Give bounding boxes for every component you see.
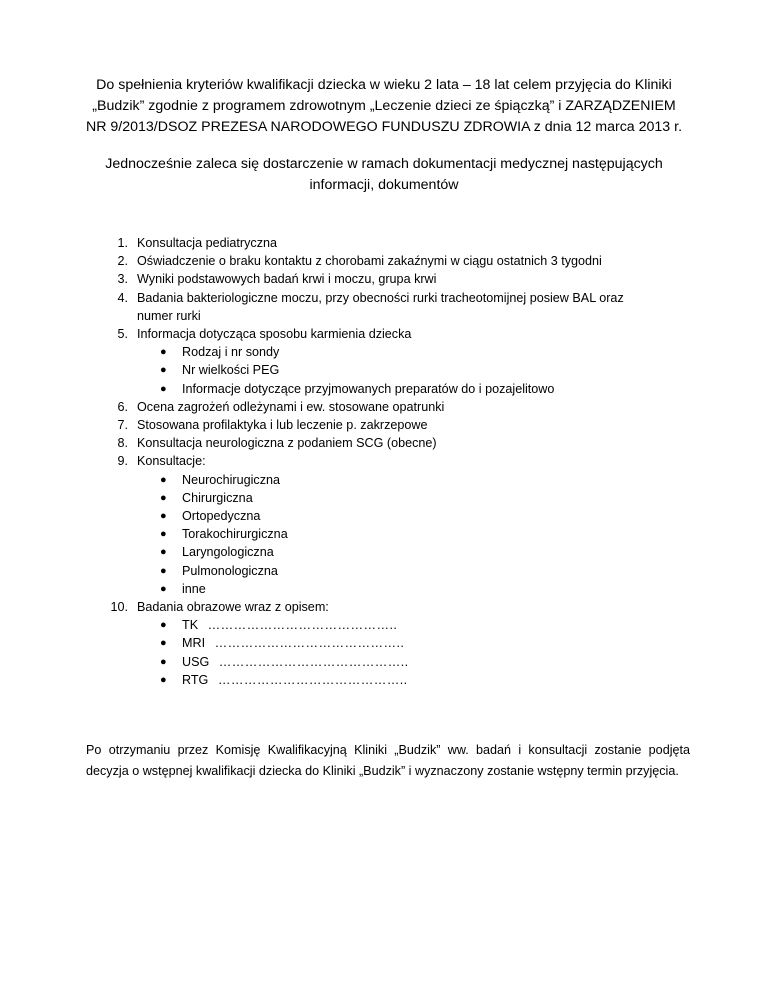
heading-line-2: „Budzik” zgodnie z programem zdrowotnym „Leczenie dzieci ze śpiączką” i ZARZĄDZENIEM bbox=[92, 98, 676, 114]
fill-in-blank: …………………………………….. bbox=[217, 672, 408, 687]
subheading-line-1: Jednocześnie zaleca się dostarczenie w ramach dokumentacji medycznej następujących bbox=[105, 156, 663, 172]
list-item-text: Informacja dotycząca sposobu karmienia dziecka bbox=[137, 327, 412, 342]
list-item-number: 8. bbox=[117, 436, 128, 451]
imaging-label: TK bbox=[182, 618, 199, 633]
bullet-text: Laryngologiczna bbox=[182, 545, 274, 560]
bullet-text: Informacje dotyczące przyjmowanych preparatów do i pozajelitowo bbox=[182, 381, 555, 396]
list-item-number: 5. bbox=[117, 327, 128, 342]
feeding-bullet bbox=[0, 343, 768, 361]
document-heading bbox=[60, 75, 708, 138]
imaging-bullet bbox=[0, 653, 768, 671]
list-item-number: 7. bbox=[117, 418, 128, 433]
subheading-line-2: informacji, dokumentów bbox=[309, 177, 459, 193]
bullet-icon: ● bbox=[160, 637, 167, 650]
bullet-text: Pulmonologiczna bbox=[182, 563, 278, 578]
heading-line-3: NR 9/2013/DSOZ PREZESA NARODOWEGO FUNDUSZU ZDROWIA z dnia 12 marca 2013 r. bbox=[85, 119, 683, 135]
consult-bullet bbox=[0, 543, 768, 561]
consult-bullet bbox=[0, 580, 768, 598]
bullet-text: inne bbox=[182, 581, 206, 596]
heading-line-1: Do spełnienia kryteriów kwalifikacji dziecka w wieku 2 lata – 18 lat celem przyjęcia do Kliniki bbox=[96, 77, 672, 93]
bullet-icon: ● bbox=[160, 382, 167, 395]
bullet-text: Neurochirugiczna bbox=[182, 472, 281, 487]
list-item-text: Wyniki podstawowych badań krwi i moczu, grupa krwi bbox=[137, 272, 437, 287]
list-item bbox=[0, 398, 768, 416]
bullet-icon: ● bbox=[160, 528, 167, 541]
list-item-text: Konsultacja neurologiczna z podaniem SCG (obecne) bbox=[137, 436, 437, 451]
bullet-icon: ● bbox=[160, 510, 167, 523]
list-item bbox=[0, 416, 768, 434]
bullet-icon: ● bbox=[160, 491, 167, 504]
bullet-icon: ● bbox=[160, 364, 167, 377]
document-subheading bbox=[60, 154, 708, 196]
bullet-text: Rodzaj i nr sondy bbox=[182, 345, 280, 360]
imaging-bullet bbox=[0, 634, 768, 652]
list-item bbox=[0, 270, 768, 288]
imaging-label: USG bbox=[182, 654, 210, 669]
requirements-list bbox=[0, 234, 768, 689]
list-item-number: 10. bbox=[110, 600, 128, 615]
list-item-number: 1. bbox=[117, 236, 128, 250]
list-item-continuation: numer rurki bbox=[137, 308, 201, 323]
bullet-icon: ● bbox=[160, 582, 167, 595]
list-item bbox=[0, 434, 768, 452]
imaging-bullet bbox=[0, 616, 768, 634]
feeding-bullet bbox=[0, 361, 768, 379]
list-item-number: 9. bbox=[117, 454, 128, 469]
bullet-icon: ● bbox=[160, 546, 167, 559]
bullet-icon: ● bbox=[160, 673, 167, 686]
list-item-text: Stosowana profilaktyka i lub leczenie p. zakrzepowe bbox=[137, 418, 428, 433]
list-item-text: Ocena zagrożeń odleżynami i ew. stosowane opatrunki bbox=[137, 399, 445, 414]
bullet-text: Nr wielkości PEG bbox=[182, 363, 280, 378]
list-item bbox=[0, 325, 768, 343]
consult-bullet bbox=[0, 562, 768, 580]
consult-bullet bbox=[0, 507, 768, 525]
list-item-text: Badania bakteriologiczne moczu, przy obecności rurki tracheotomijnej posiew BAL oraz bbox=[137, 290, 624, 305]
list-item bbox=[0, 452, 768, 470]
list-item-number: 4. bbox=[117, 290, 128, 305]
bullet-text: Ortopedyczna bbox=[182, 509, 261, 524]
consult-bullet bbox=[0, 525, 768, 543]
consult-bullet bbox=[0, 471, 768, 489]
feeding-bullet bbox=[0, 380, 768, 398]
fill-in-blank: …………………………………….. bbox=[214, 636, 405, 651]
list-item-number: 6. bbox=[117, 399, 128, 414]
list-item bbox=[0, 289, 768, 325]
list-item-number: 2. bbox=[117, 254, 128, 269]
bullet-text: Torakochirurgiczna bbox=[182, 527, 288, 542]
list-item bbox=[0, 252, 768, 270]
imaging-bullet bbox=[0, 671, 768, 689]
bullet-text: Chirurgiczna bbox=[182, 490, 253, 505]
list-item-text: Oświadczenie o braku kontaktu z chorobami zakaźnymi w ciągu ostatnich 3 tygodni bbox=[137, 254, 602, 269]
bullet-icon: ● bbox=[160, 564, 167, 577]
list-item-text: Badania obrazowe wraz z opisem: bbox=[137, 600, 329, 615]
fill-in-blank: …………………………………….. bbox=[207, 618, 398, 633]
closing-paragraph: Po otrzymaniu przez Komisję Kwalifikacyjną Kliniki „Budzik” ww. badań i konsultacji zostanie podjęta decyzja o wstępnej kwalifikacji dziecka do Kliniki „Budzik” i wyznaczony zostanie wstępny termin przyjęcia. bbox=[86, 743, 690, 778]
list-item bbox=[0, 598, 768, 616]
bullet-icon: ● bbox=[160, 655, 167, 668]
bullet-icon: ● bbox=[160, 619, 167, 632]
imaging-label: RTG bbox=[182, 672, 209, 687]
fill-in-blank: …………………………………….. bbox=[218, 654, 409, 669]
bullet-icon: ● bbox=[160, 346, 167, 359]
imaging-label: MRI bbox=[182, 636, 206, 651]
bullet-icon: ● bbox=[160, 473, 167, 486]
list-item-number: 3. bbox=[117, 272, 128, 287]
consult-bullet bbox=[0, 489, 768, 507]
list-item bbox=[0, 234, 768, 252]
list-item-text: Konsultacja pediatryczna bbox=[137, 236, 278, 250]
list-item-text: Konsultacje: bbox=[137, 454, 206, 469]
